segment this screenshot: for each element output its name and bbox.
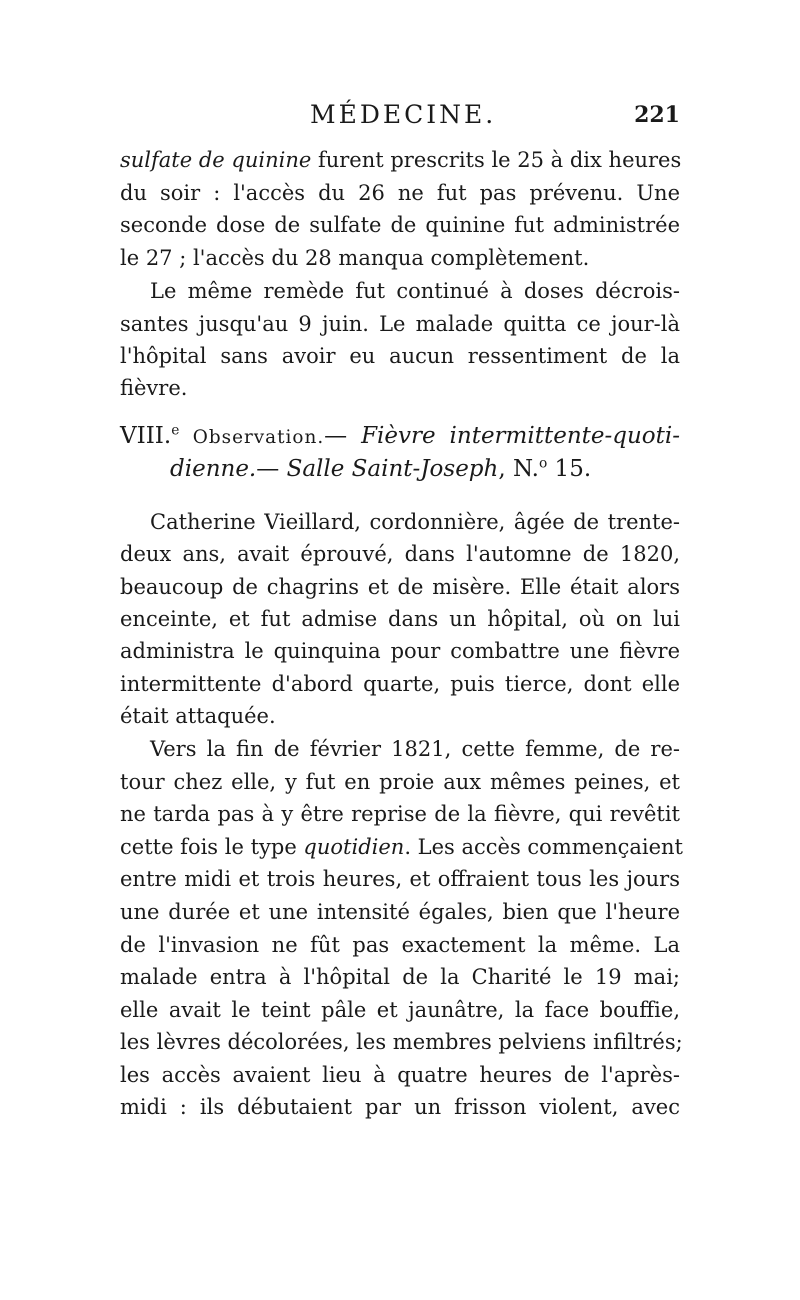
ward-name: Salle Saint-Joseph [286,456,499,482]
observation-number: VIII. [120,423,172,449]
observation-title: Fièvre intermittente-quoti- [361,423,681,449]
page-number: 221 [634,102,680,128]
observation-number-sup: e [171,422,180,439]
text-line: ne tarda pas à y être reprise de la fièvre, qui revêtit [120,802,680,826]
text-line: tour chez elle, y fut en proie aux mêmes peines, et [120,770,680,794]
text-line: malade entra à l'hôpital de la Charité le 19 mai; [120,965,680,989]
page-header [120,100,680,130]
text-line: l'hôpital sans avoir eu aucun ressentiment de la [120,344,680,368]
ward-no-sup: o [538,455,548,472]
text-line: midi : ils débutaient par un frisson violent, avec [120,1095,680,1119]
observation-heading-cont [170,454,680,484]
text-line [120,145,680,175]
text-line: deux ans, avait éprouvé, dans l'automne de 1820, [120,542,680,566]
text-line: seconde dose de sulfate de quinine fut administrée [120,213,680,237]
text-span: . Les accès commençaient [404,835,683,859]
italic-term: quotidien [303,835,405,859]
text-line: de l'invasion ne fût pas exactement la même. La [120,933,680,957]
text-span: furent prescrits le 25 à dix heures [311,148,682,172]
text-line: enceinte, et fut admise dans un hôpital, où on lui [120,607,680,631]
observation-title-cont: dienne. [170,456,257,482]
running-head: MÉDECINE. [310,100,497,129]
text-line: les lèvres décolorées, les membres pelviens infiltrés; [120,1030,683,1054]
italic-term: sulfate de quinine [120,148,312,172]
ward-no-prefix: , N. [498,456,539,482]
text-line: fièvre. [120,376,188,400]
text-line: Le même remède fut continué à doses décrois- [150,279,680,303]
ward-no-value: 15. [547,456,592,482]
text-line: elle avait le teint pâle et jaunâtre, la face bouffie, [120,998,680,1022]
text-line: intermittente d'abord quarte, puis tierce, dont elle [120,672,680,696]
text-line: une durée et une intensité égales, bien que l'heure [120,900,680,924]
heading-dash: — [324,423,362,449]
heading-dash: — [256,456,287,482]
text-span: cette fois le type [120,835,304,859]
text-line: entre midi et trois heures, et offraient tous les jours [120,867,680,891]
text-line: beaucoup de chagrins et de misère. Elle était alors [120,575,680,599]
text-line: les accès avaient lieu à quatre heures de l'après- [120,1063,680,1087]
observation-heading [120,421,680,453]
text-line: santes jusqu'au 9 juin. Le malade quitta ce jour-là [120,312,680,336]
text-line [120,832,683,862]
text-line: le 27 ; l'accès du 28 manqua complètement. [120,246,590,270]
text-line: Catherine Vieillard, cordonnière, âgée de trente- [150,510,680,534]
text-line: administra le quinquina pour combattre une fièvre [120,639,680,663]
text-line: était attaquée. [120,704,276,728]
text-line: Vers la fin de février 1821, cette femme, de re- [150,737,680,761]
text-line: du soir : l'accès du 26 ne fut pas prévenu. Une [120,181,680,205]
observation-label: Observation. [179,427,325,448]
